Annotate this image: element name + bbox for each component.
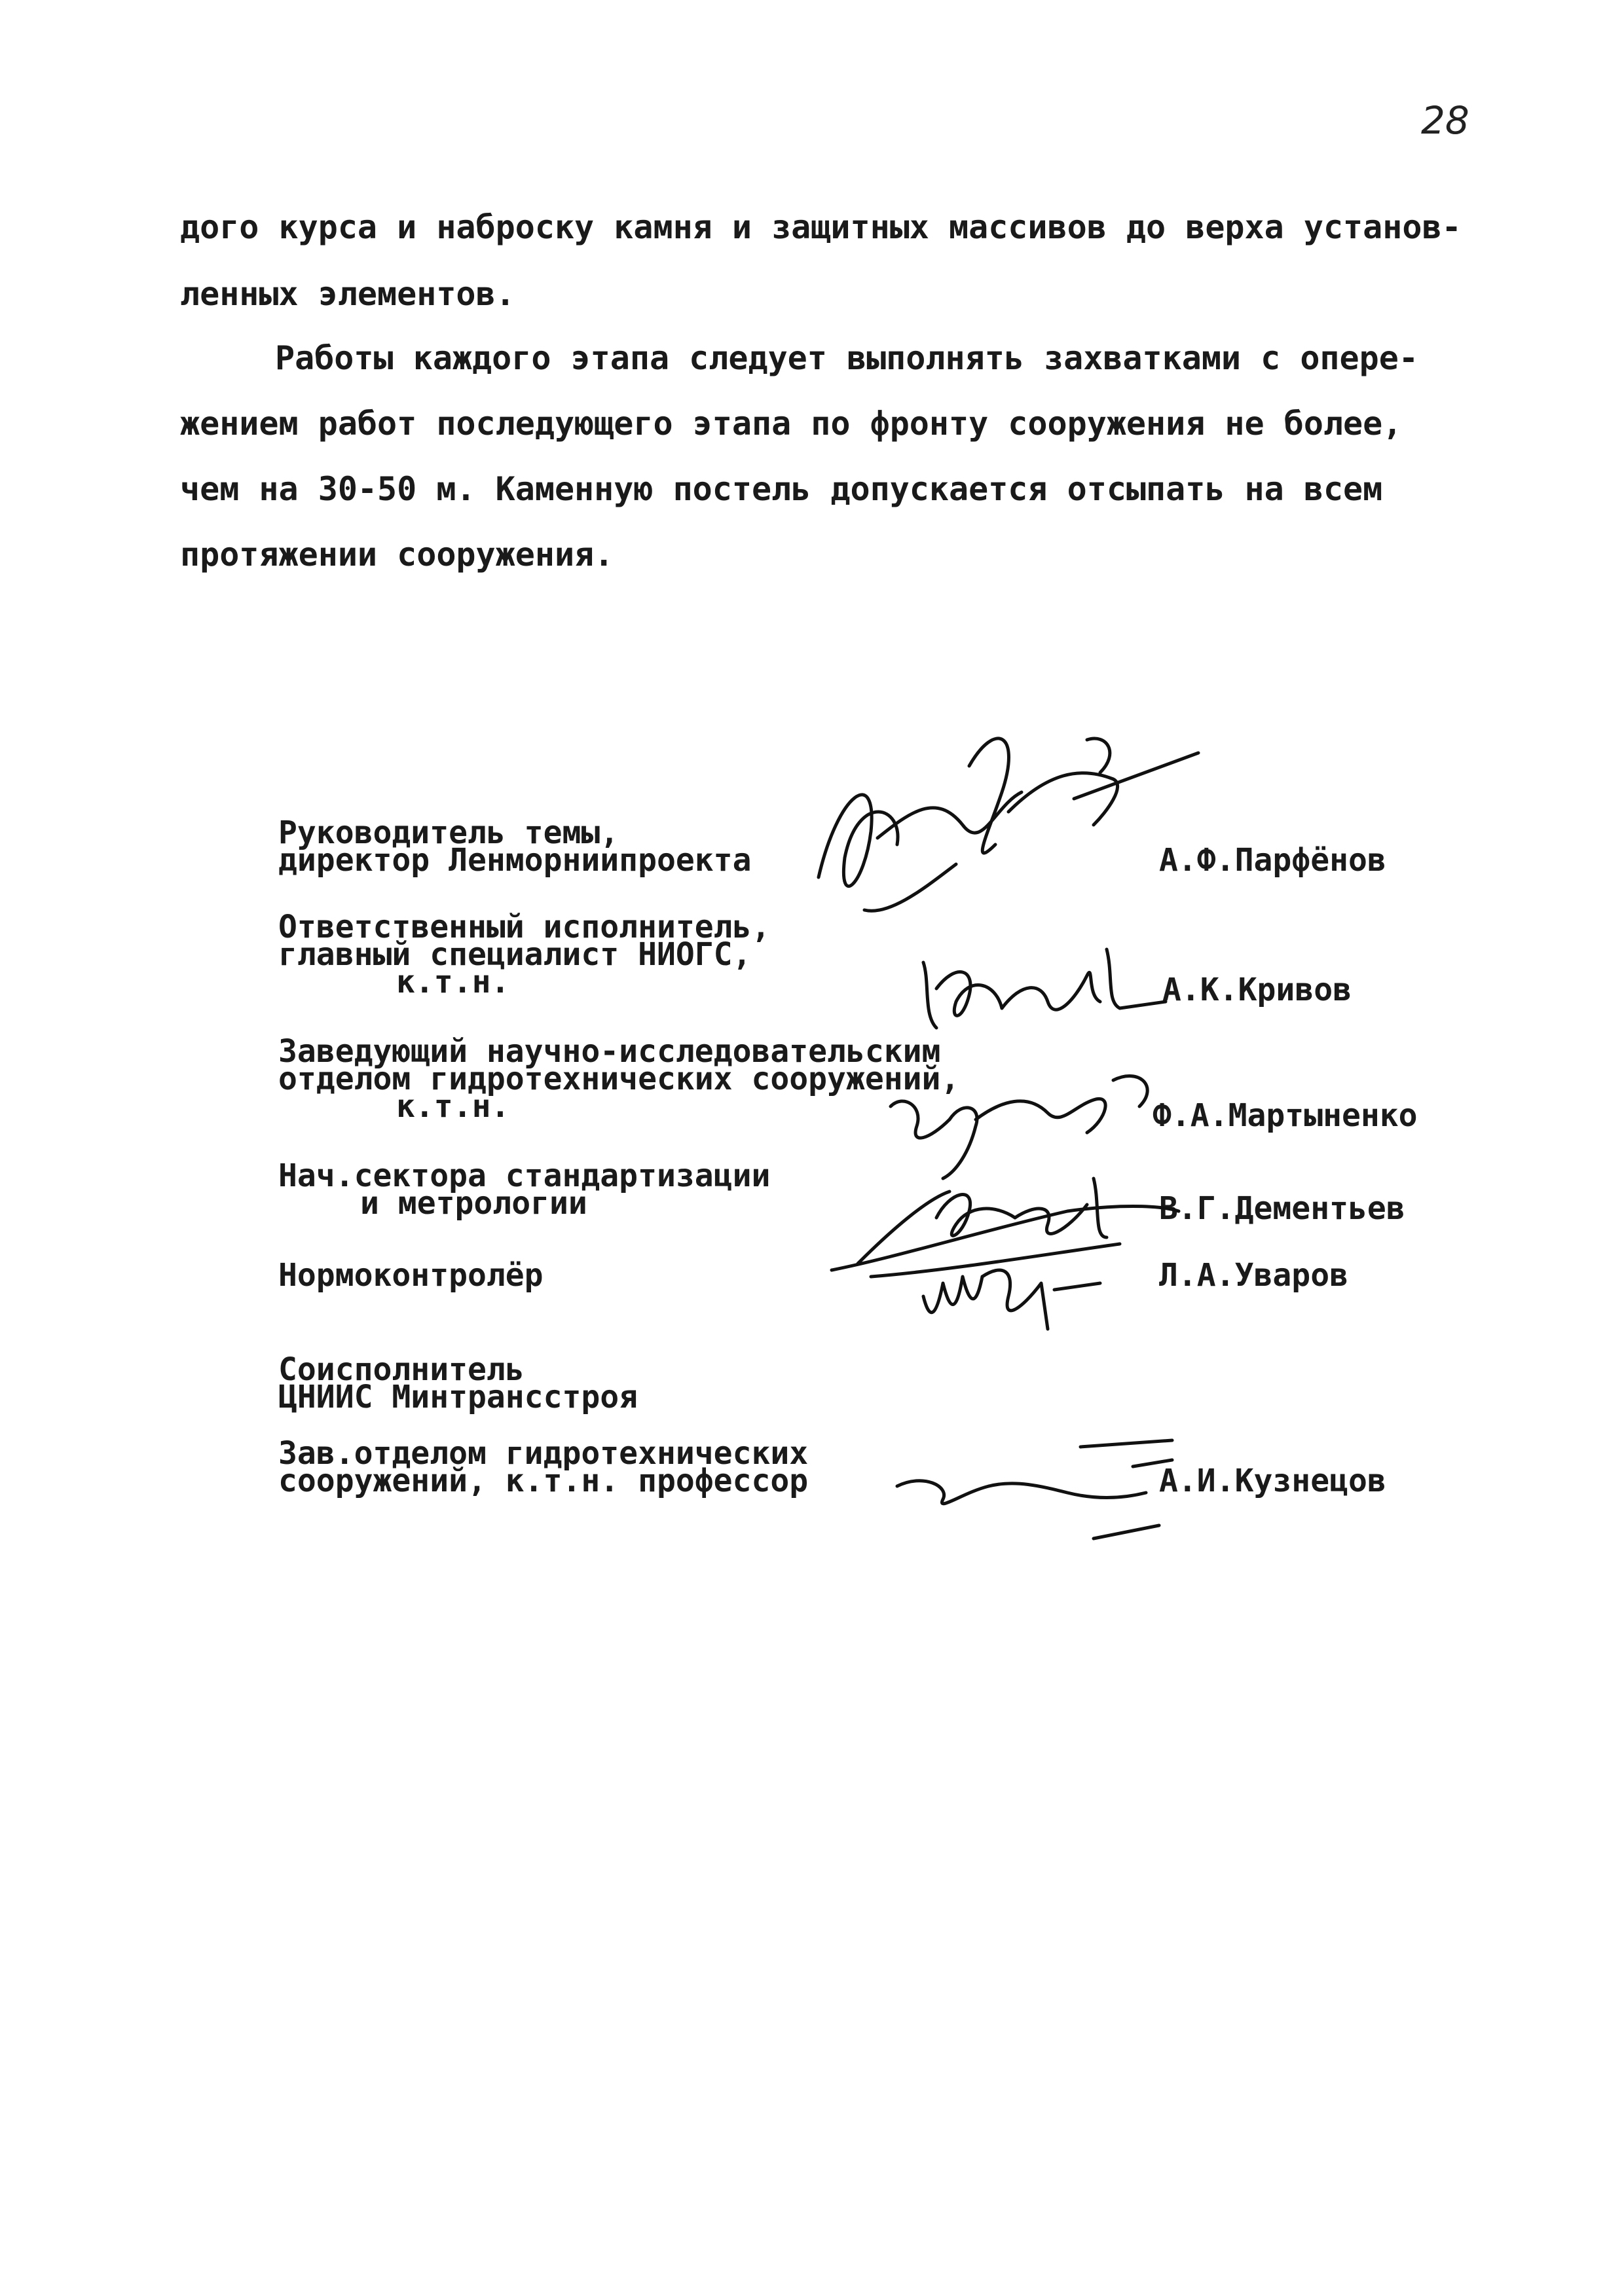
co-executor-heading-line: Соисполнитель [278,1351,525,1388]
signatory-title-line: главный специалист НИОГС, [278,936,752,973]
signatory-title-line: Нормоконтролёр [278,1257,544,1294]
signature-krivov [910,923,1172,1041]
signatory-title-line: Нач.сектора стандартизации [278,1157,771,1194]
signatory-title-line: директор Ленморниипроекта [278,842,752,879]
signatory-title-line: к.т.н. [396,1088,510,1125]
signatory-name: А.Ф.Парфёнов [1159,842,1386,879]
co-executor-title-line: сооружений, к.т.н. профессор [278,1463,809,1499]
body-line: дого курса и наброску камня и защитных массивов до верха установ- [180,208,1462,246]
signatory-title-line: Заведующий научно-исследовательским [278,1033,941,1070]
signatory-name: В.Г.Дементьев [1159,1190,1405,1227]
co-executor-heading-line: ЦНИИС Минтрансстроя [278,1379,638,1415]
signatory-title-line: Ответственный исполнитель, [278,909,771,945]
body-line: чем на 30-50 м. Каменную постель допускается отсыпать на всем [180,470,1383,508]
signature-parfenov [799,714,1218,923]
signatory-title-line: Руководитель темы, [278,814,619,851]
signatory-name: Ф.А.Мартыненко [1153,1097,1418,1134]
signature-uvarov [910,1237,1107,1336]
page-number: 28 [1421,98,1469,143]
body-line: протяжении сооружения. [180,536,614,574]
body-line: Работы каждого этапа следует выполнять захватками с опере- [275,339,1418,377]
signatory-name: Л.А.Уваров [1159,1257,1348,1294]
signatory-title-line: отделом гидротехнических сооружений, [278,1061,960,1097]
body-line: жением работ последующего этапа по фронту сооружения не более, [180,405,1403,443]
signatory-name: А.И.Кузнецов [1159,1463,1386,1499]
signature-kuznetsov [884,1421,1185,1552]
co-executor-title-line: Зав.отделом гидротехнических [278,1435,809,1472]
body-line: ленных элементов. [180,275,515,313]
signatory-title-line: к.т.н. [396,964,510,1000]
signatory-name: А.К.Кривов [1162,972,1352,1008]
signatory-title-line: и метрологии [360,1185,587,1222]
